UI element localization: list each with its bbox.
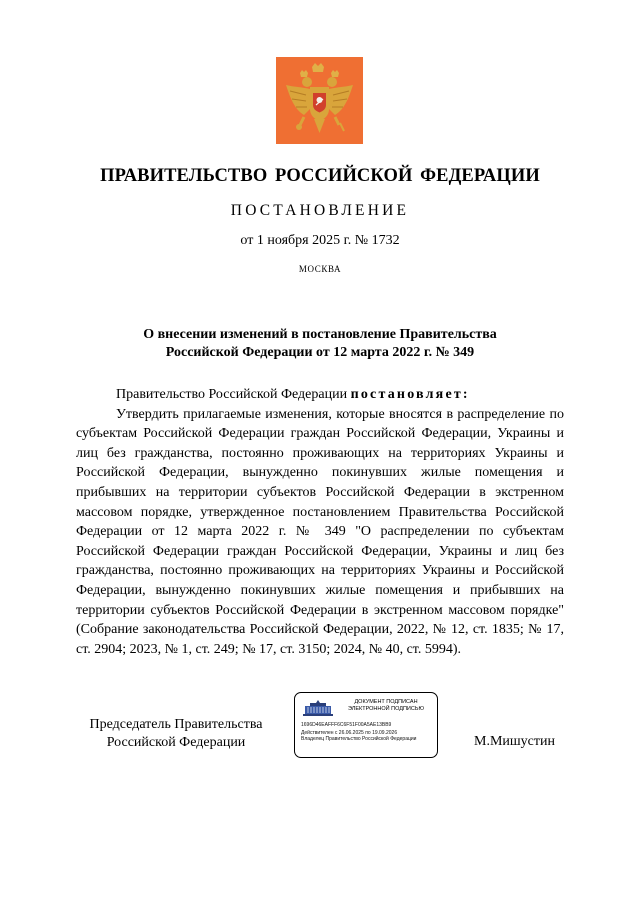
decree-heading bbox=[0, 326, 640, 362]
signer-name: М.Мишустин bbox=[474, 734, 555, 749]
certificate-serial: 1696D46EAFFF6C6F51F00A5AE13BB9 bbox=[301, 722, 392, 728]
document-type: ПОСТАНОВЛЕНИЕ bbox=[230, 202, 410, 219]
signer-position-line-1: Председатель Правительства bbox=[89, 717, 263, 732]
certificate-validity: Действителен с 26.06.2025 по 19.09.2026 bbox=[301, 730, 398, 736]
electronic-signature-stamp bbox=[294, 692, 438, 758]
government-building-icon bbox=[302, 699, 334, 717]
main-paragraph: Утвердить прилагаемые изменения, которые вносятся в распределение по субъектам Российской Федерации граждан Российской Федерации, Украины и лиц без гражданства, постоянно проживающих на территориях Украины и Российской Федерации, вынужденно покинувших жилые помещения и прибывших на территории субъектов Российской Федерации в экстренном массовом порядке, утвержденное постановлением Правительства Российской Федерации от 12 марта 2022 г. № 349 "О распределении по субъектам Российской Федерации граждан Российской Федерации, Украины и лиц без гражданства, постоянно проживающих на территориях Украины и Российской Федерации, вынужденно покинувших жилые помещения и прибывших на территории субъектов Российской Федерации в экстренном массовом порядке" (Собрание законодательства Российской Федерации, 2022, № 12, ст. 1835; № 17, ст. 2904; 2023, № 1, ст. 249; № 17, ст. 3150; 2024, № 40, ст. 5994). bbox=[76, 406, 564, 657]
signer-position-line-2: Российской Федерации bbox=[106, 735, 246, 750]
stamp-header-line-2: ЭЛЕКТРОННОЙ ПОДПИСЬЮ bbox=[347, 706, 425, 712]
preamble-verb: постановляет: bbox=[350, 387, 470, 402]
stamp-header bbox=[339, 699, 433, 713]
stamp-header-line-1: ДОКУМЕНТ ПОДПИСАН bbox=[354, 699, 418, 705]
preamble-text: Правительство Российской Федерации bbox=[116, 387, 351, 402]
decree-body bbox=[76, 385, 564, 659]
heading-line-1: О внесении изменений в постановление Правительства bbox=[143, 327, 497, 342]
decree-date-number: от 1 ноября 2025 г. № 1732 bbox=[240, 233, 400, 248]
city: МОСКВА bbox=[298, 264, 342, 274]
certificate-owner: Владелец Правительство Российской Федерации bbox=[301, 736, 417, 742]
coat-of-arms-icon bbox=[276, 57, 363, 144]
signer-position bbox=[76, 716, 276, 752]
government-title: ПРАВИТЕЛЬСТВО РОССИЙСКОЙ ФЕДЕРАЦИИ bbox=[100, 166, 540, 186]
heading-line-2: Российской Федерации от 12 марта 2022 г. № 349 bbox=[165, 345, 475, 360]
preamble bbox=[76, 385, 564, 405]
